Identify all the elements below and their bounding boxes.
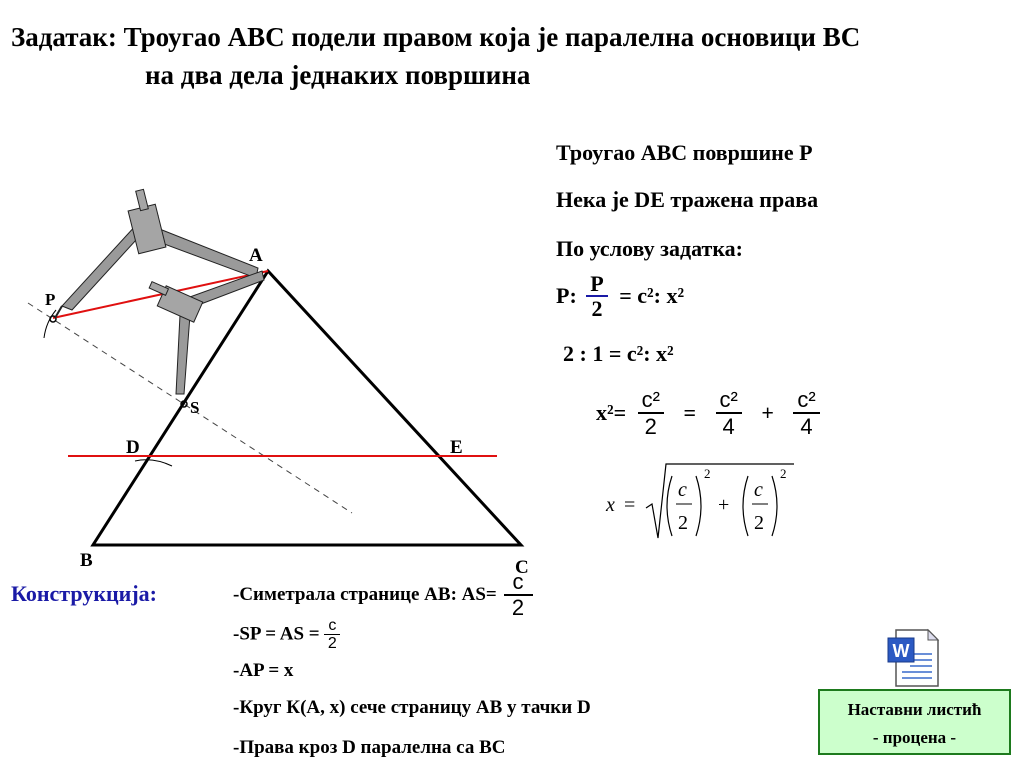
step1-den: 2 <box>511 595 525 620</box>
de-statement: Нека је DE тражена права <box>556 187 819 212</box>
area-statement: Троугао АВС површине Р <box>556 140 813 165</box>
condition-statement: По услову задатка: <box>556 236 743 261</box>
label-d: D <box>126 437 140 458</box>
eq3-fraction1 <box>638 387 664 439</box>
construction-heading: Конструкција: <box>11 581 157 606</box>
step2-fraction <box>324 617 340 652</box>
worksheet-button-line2: - процена - <box>872 728 957 747</box>
label-s: S <box>190 398 200 417</box>
eq3-fraction2 <box>716 387 742 439</box>
eq1-num: P <box>586 272 607 297</box>
page-title: Задатак: Троугао АВС подели правом која је паралелна основици ВС <box>11 22 861 52</box>
step1-text: -Симетрала странице АВ: АS= <box>233 584 497 605</box>
triangle-abc <box>93 271 521 545</box>
arc-d <box>135 460 172 466</box>
eq3-lhs: x²= <box>596 400 627 425</box>
worksheet-button-line1: Наставни листић <box>847 700 982 719</box>
label-a: A <box>249 245 263 266</box>
compass-icon <box>149 271 264 394</box>
step1-num: c <box>504 570 533 596</box>
eq3-f1-num: c² <box>638 387 664 414</box>
equation-proportion: 2 : 1 = c²: x² <box>563 341 674 366</box>
formula-two2: 2 <box>754 512 764 534</box>
step2-text: -SP = AS = <box>233 623 320 645</box>
page-title-line2: на два дела једнаких површина <box>145 60 531 90</box>
construction-step-2 <box>233 617 340 652</box>
eq3-plus: + <box>761 400 774 425</box>
label-p: P <box>45 290 56 309</box>
eq1-den: 2 <box>591 296 603 321</box>
label-e: E <box>450 437 463 458</box>
eq3-f2-den: 4 <box>722 414 735 439</box>
equation-x-squared <box>596 387 826 439</box>
step2-num: c <box>324 617 340 635</box>
eq1-lhs: P: <box>556 283 577 308</box>
formula-eq: = <box>624 494 636 516</box>
eq3-f1-den: 2 <box>644 414 657 439</box>
arc-p <box>44 310 56 338</box>
step2-den: 2 <box>327 635 337 652</box>
construction-step-3: -AP = x <box>233 660 294 681</box>
construction-step-1 <box>233 570 533 620</box>
formula-two1: 2 <box>678 512 688 534</box>
formula-c1: c <box>678 479 687 501</box>
formula-x: x <box>606 494 615 516</box>
sqrt-formula <box>600 456 800 546</box>
eq3-equals: = <box>683 400 697 425</box>
eq3-fraction3 <box>793 387 819 439</box>
formula-c2: c <box>754 479 763 501</box>
formula-exp1: 2 <box>704 466 711 481</box>
construction-step-5: -Права кроз D паралелна са ВС <box>233 737 506 758</box>
compass-icon <box>55 189 258 318</box>
formula-exp2: 2 <box>780 466 787 481</box>
formula-plus: + <box>718 494 730 516</box>
word-document-icon[interactable] <box>886 628 942 688</box>
eq3-f3-den: 4 <box>800 414 813 439</box>
worksheet-button[interactable] <box>818 689 1011 755</box>
svg-text:W: W <box>892 641 910 661</box>
label-c: C <box>515 557 529 578</box>
eq3-f3-num: c² <box>793 387 819 414</box>
eq1-rhs: = c²: x² <box>619 283 685 308</box>
eq3-f2-num: c² <box>716 387 742 414</box>
eq1-fraction <box>586 272 607 320</box>
construction-step-4: -Круг К(А, x) сече страницу АВ у тачки D <box>233 697 591 718</box>
equation-ratio <box>556 272 684 320</box>
label-b: B <box>80 550 93 571</box>
step1-fraction <box>504 570 533 620</box>
